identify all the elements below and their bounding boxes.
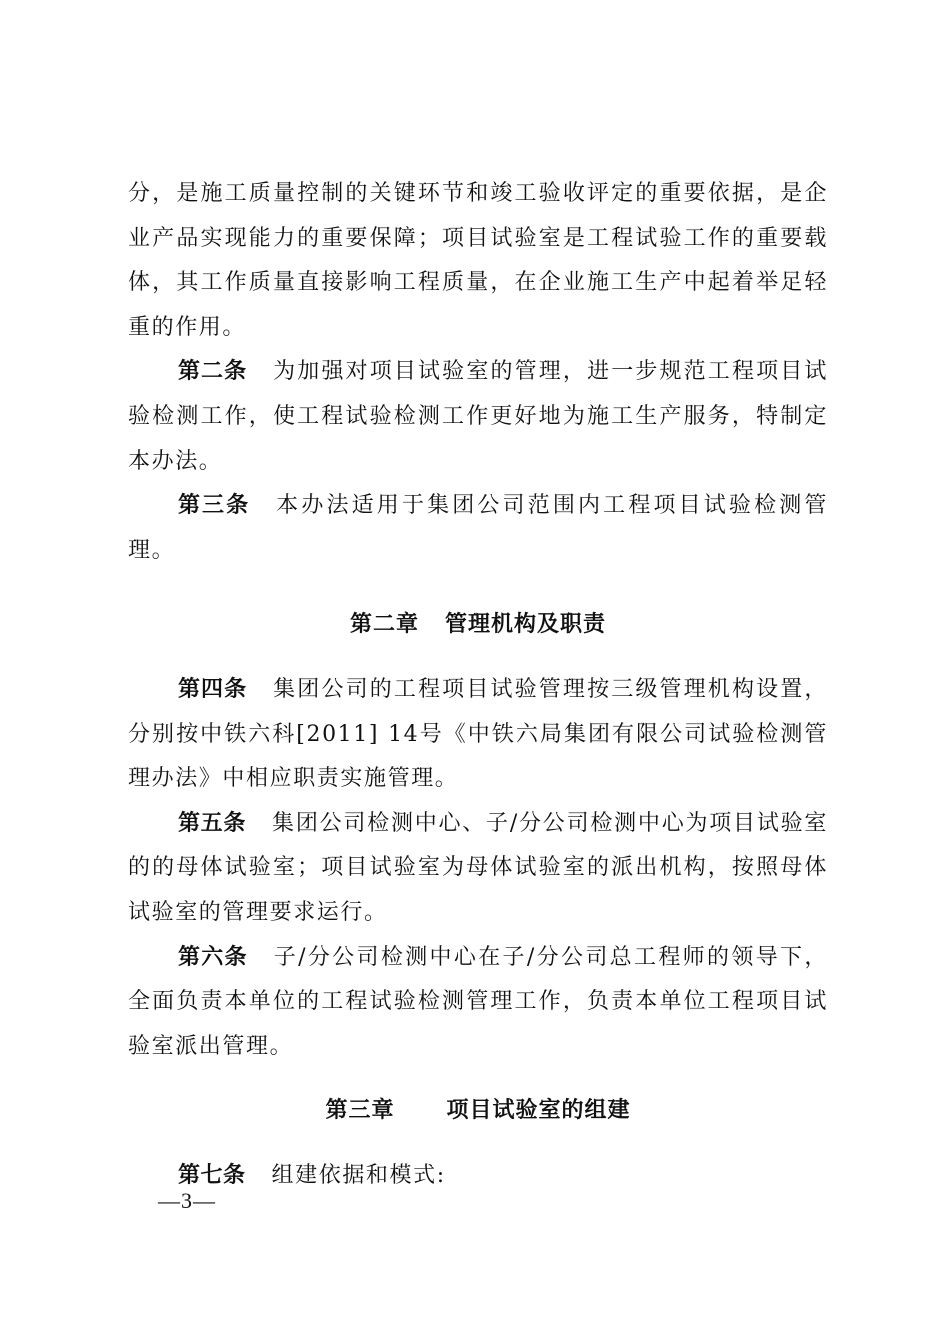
page-number: —3— [158,1188,216,1213]
article-2-label: 第二条 [178,359,248,385]
article-6 [128,936,828,1070]
chapter-2-number: 第二章 [349,612,419,638]
article-3 [128,484,828,573]
article-6-label: 第六条 [178,944,248,970]
article-2 [128,350,828,484]
chapter-3-heading [128,1089,828,1134]
article-3-text: 本办法适用于集团公司范围内工程项目试验检测管理。 [128,493,828,563]
article-7 [128,1154,828,1199]
article-5-text: 集团公司检测中心、子/分公司检测中心为项目试验室的的母体试验室；项目试验室为母体试验室的派出机构，按照母体试验室的管理要求运行。 [128,810,828,925]
article-5-label: 第五条 [178,810,247,836]
chapter-3-title: 项目试验室的组建 [446,1098,631,1124]
article-5 [128,802,828,936]
article-6-text: 子/分公司检测中心在子/分公司总工程师的领导下，全面负责本单位的工程试验检测管理工作，负责本单位工程项目试验室派出管理。 [128,944,828,1059]
document-body [128,172,828,1198]
chapter-3-number: 第三章 [325,1098,395,1124]
article-3-label: 第三条 [178,493,251,519]
chapter-2-heading [128,603,828,648]
article-4-text: 集团公司的工程项目试验管理按三级管理机构设置，分别按中铁六科[2011] 14号《中铁六局集团有限公司试验检测管理办法》中相应职责实施管理。 [128,676,828,792]
chapter-2-title: 管理机构及职责 [445,612,607,638]
article-7-text: 组建依据和模式: [271,1162,446,1188]
article-4 [128,668,828,802]
article-7-label: 第七条 [178,1162,246,1188]
article-4-label: 第四条 [178,676,248,702]
intro-paragraph: 分，是施工质量控制的关键环节和竣工验收评定的重要依据，是企业产品实现能力的重要保障；项目试验室是工程试验工作的重要载体，其工作质量直接影响工程质量，在企业施工生产中起着举足轻重的作用。 [128,181,828,340]
article-2-text: 为加强对项目试验室的管理，进一步规范工程项目试验检测工作，使工程试验检测工作更好地为施工生产服务，特制定本办法。 [128,359,828,474]
